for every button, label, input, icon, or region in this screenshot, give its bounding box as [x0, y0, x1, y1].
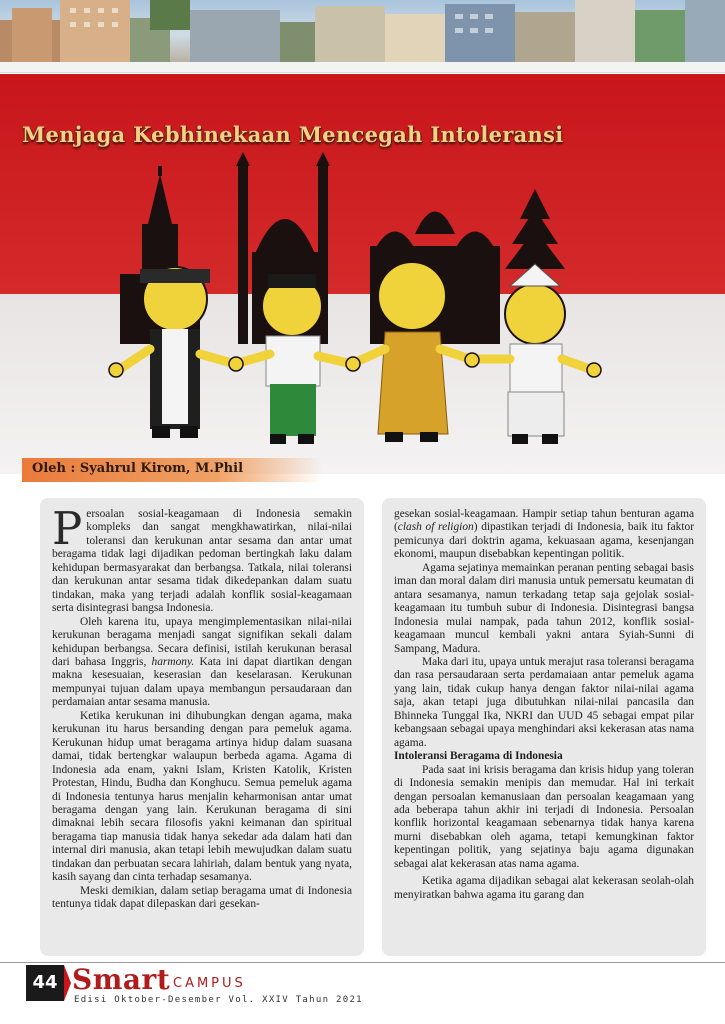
hero-illustration: [0, 74, 725, 474]
paragraph-2: [52, 616, 352, 710]
figure-muslim: [262, 274, 322, 444]
author-bar: [22, 458, 322, 482]
section-heading: Intoleransi Beragama di Indonesia: [394, 750, 563, 763]
paragraph-3: Ketika kerukunan ini dihubungkan dengan agama, maka kerukunan itu harus bersanding dengan para pemeluk agama. Kerukunan hidup umat beragama artinya hidup dalam suasana damai, tidak bertengkar walaupun berbeda agama. Agama di Indonesia ada enam, yakni Islam, Kristen Katolik, Kristen Protestan, Hindu, Budha dan Konghucu. Semua pemeluk agama di Indonesia tentunya harus menjalin keharmonisan antar umat beragama dengan yang lain. Kerukunan beragama di sini dimaknai lebih secara filosofis yakni keimanan dan spiritual beragama tiap manusia tidak hanya sekedar ada dalam hati dan internal diri manusia, akan tetapi lebih mewujudkan dalam suatu tindakan dan perbuatan secara lahiriah, dalam bentuk yang nyata, kasih sayang dan cinta terhadap sesamanya.: [52, 709, 352, 884]
paragraph-intro-text: ersoalan sosial-keagamaan di Indonesia semakin kompleks dan sangat mengkhawatirkan, nilai-nilai toleransi dan kerukunan antar sesama dan antar umat beragama tidak lagi dijadikan pedoman bertingkah laku dalam kehidupan bermasyarakat dan berbangsa. Tatkala, nilai toleransi dan kerukunan antar sesama tidak dikedepankan dalam suatu tindakan, maka yang terjadi adalah konflik sosial-keagamaan serta disintegrasi bangsa Indonesia.: [52, 508, 352, 615]
paragraph-2-text: Oleh karena itu, upaya mengimplementasikan nilai-nilai kerukunan beragama menjadi sangat signifikan sekali dalam kehidupan berbangsa. Secara definisi, istilah kerukunan berasal dari bahasa Inggris,: [52, 615, 352, 668]
paragraph-4: Meski demikian, dalam setiap beragama umat di Indonesia tentunya tidak dapat dilepaskan dari gesekan-: [52, 884, 352, 911]
article-title: Menjaga Kebhinekaan Mencegah Intoleransi: [22, 122, 564, 147]
magazine-logo: Smart: [72, 963, 171, 996]
paragraph-2-text-end: Kata ini dapat diartikan dengan makna kesesuaian, keserasian dan keselarasan. Kerukunan mempunyai tujuan dalam upaya membangun persaudaraan dan perdamaian antar sesama manusia.: [52, 655, 352, 709]
author-name: Oleh : Syahrul Kirom, M.Phil: [32, 461, 244, 476]
page-number: 44: [26, 965, 64, 1001]
article-column-left: [40, 498, 364, 956]
paragraph-9: Ketika agama dijadikan sebagai alat kekerasan seolah-olah menyiratkan bahwa agama itu garang dan: [394, 875, 694, 901]
magazine-logo-sub: CAMPUS: [173, 976, 246, 991]
banner-divider: [0, 62, 725, 73]
paragraph-5-text: gesekan sosial-keagamaan. Hampir setiap tahun benturan agama (: [394, 508, 694, 534]
paragraph-6: Agama sejatinya memainkan peranan penting sebagai basis iman dan moral dalam diri manusia untuk pemersatu keumatan di antara sesamanya, namun terkadang tetap saja gejolak sosial-keagamaan itu tumbuh subur di Indonesia. Disintegrasi bangsa Indonesia mulai nampak, pada tahun 2012, konflik sosial-keagamaan muncul kembali yakni antara Syiah-Sunni di Sampang, Madura.: [394, 561, 694, 655]
top-photo-banner: [0, 0, 725, 62]
paragraph-5: [394, 508, 694, 562]
paragraph-intro: [52, 502, 352, 616]
paragraph-7: Maka dari itu, upaya untuk merajut rasa toleransi beragama dan rasa persaudaraan serta perdamaiaan antar pemeluk agama yang lain, tidak cukup hanya dengan faktor nilai-nilai agama saja, akan tetapi juga dibutuhkan nilai-nilai pancasila dan Bhinneka Tunggal Ika, NKRI dan UUD 45 sebagai empat pilar kebangsaan sebagai upaya menghindari aksi kekerasan atas nama agama.: [394, 655, 694, 749]
campus-buildings-illustration: [0, 0, 725, 62]
paragraph-5-term: clash of religion: [397, 521, 474, 534]
paragraph-5-text-end: ) dipastikan terjadi di Indonesia, baik itu faktor pemicunya dari doktrin agama, kekuasaan agama, kesenjangan ekonomi, maupun disebabkan kepentingan politik.: [394, 521, 695, 561]
article-column-right: [382, 498, 706, 956]
paragraph-8: Pada saat ini krisis beragama dan krisis hidup yang toleran di Indonesia semakin menipis dan memudar. Hal ini terkait dengan persoalan kemanusiaan dan persoalan keagamaan yang ada beberapa tahun akhir ini terjadi di Indonesia. Persoalan konflik horizontal keagamaan sebenarnya tidak hanya karena murni disebabkan oleh agama, tetapi kemungkinan faktor kepentingan politik, yang sejatinya baju agama digunakan sebagai alat kekerasan atas nama agama.: [394, 763, 694, 870]
drop-cap: P: [52, 502, 83, 555]
figure-hindu: [505, 264, 565, 444]
edition-info: Edisi Oktober-Desember Vol. XXIV Tahun 2021: [74, 995, 363, 1005]
paragraph-2-term: harmony.: [151, 655, 195, 668]
